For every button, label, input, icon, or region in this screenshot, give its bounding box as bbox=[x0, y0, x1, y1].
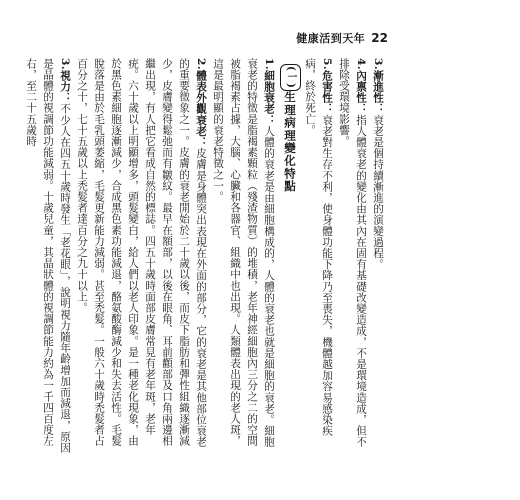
paragraph-text: 指人體衰老的變化由其內在固有基礎改變造成，不是環境造成，但不排除受環境影響。 bbox=[338, 58, 367, 448]
section-title: 生理病理變化特點 bbox=[283, 91, 297, 193]
term-label: 4.內禀性： bbox=[355, 58, 367, 115]
paragraph-cell-aging bbox=[209, 58, 277, 454]
term-label: 2.體表外觀衰老： bbox=[195, 58, 207, 148]
paragraph-vision bbox=[22, 58, 73, 454]
paragraph-text: 人體的衰老是由細胞構成的，人體的衰老也就是細胞的衰老。細胞衰老的特徵是脂褐素顆粒（殘渣物質）的堆積，老年神經細胞內三分之二的空間被脂褐素占據，大腦、心臟和各器官、組織中也出現。人類體表出現的老人斑，這是最明顯的衰老特徵之一。 bbox=[212, 58, 275, 448]
term-label: 3.視力： bbox=[59, 58, 71, 104]
term-label: 1.細胞衰老： bbox=[263, 58, 275, 126]
paragraph-text: 衰老是個持續漸進的演變過程。 bbox=[372, 114, 384, 270]
paragraph-text: 皮膚是身體突出表現在外面的部分，它的衰老是其他部位衰老的重要徵象之一。皮膚的衰老開始於二十歲以後，而皮下脂肪和彈性組織逐漸減少，皮膚變得鬆弛而有皺紋。最早在額部，以後在眼角、耳前顴部及口角兩邊相繼出現，有人把它看成自然的標誌。四五十歲時面部皮膚常見有老年斑，老年疣。六十歲以上明顯增多，頭髮變白，給人們以老人印象。是一種老化現象，由於黑色素細胞逐漸減少，合成黑色素功能減退，酪氨酸酶減少和失去活性。毛髮脫落是由於毛乳頭萎縮，毛髮更新能力減弱。甚至禿髮。一般六十歲時禿髮者占百分之十，七十五歲以上禿髮者達百分之九十以上。 bbox=[76, 58, 207, 448]
term-label: 5.危害性： bbox=[321, 58, 333, 115]
paragraph-harmful bbox=[301, 58, 335, 454]
paragraph-intrinsic bbox=[335, 58, 369, 454]
paragraph-body-surface-aging bbox=[73, 58, 209, 454]
vertical-body-text bbox=[25, 58, 386, 454]
section-heading bbox=[277, 58, 301, 454]
page-header bbox=[296, 30, 388, 46]
paragraph-gradual bbox=[369, 58, 386, 454]
paragraph-text: 衰老對生存不利，使身體功能下降乃至喪失，機體越加容易感染疾病，終於死亡。 bbox=[304, 58, 333, 437]
section-number: (一) bbox=[280, 64, 301, 91]
page-number: 22 bbox=[371, 31, 388, 45]
paragraph-text: 不少人在四五十歲時發生「老花眼」，說明視力隨年齡增加而減退，原因是晶體的視調節功能減弱。十歲兒童，其晶狀體的視調節能力約為一千四百度左右，至二十五歲時 bbox=[25, 58, 71, 454]
running-title: 健康活到天年 bbox=[296, 32, 366, 45]
term-label: 3.漸進性： bbox=[372, 58, 384, 115]
